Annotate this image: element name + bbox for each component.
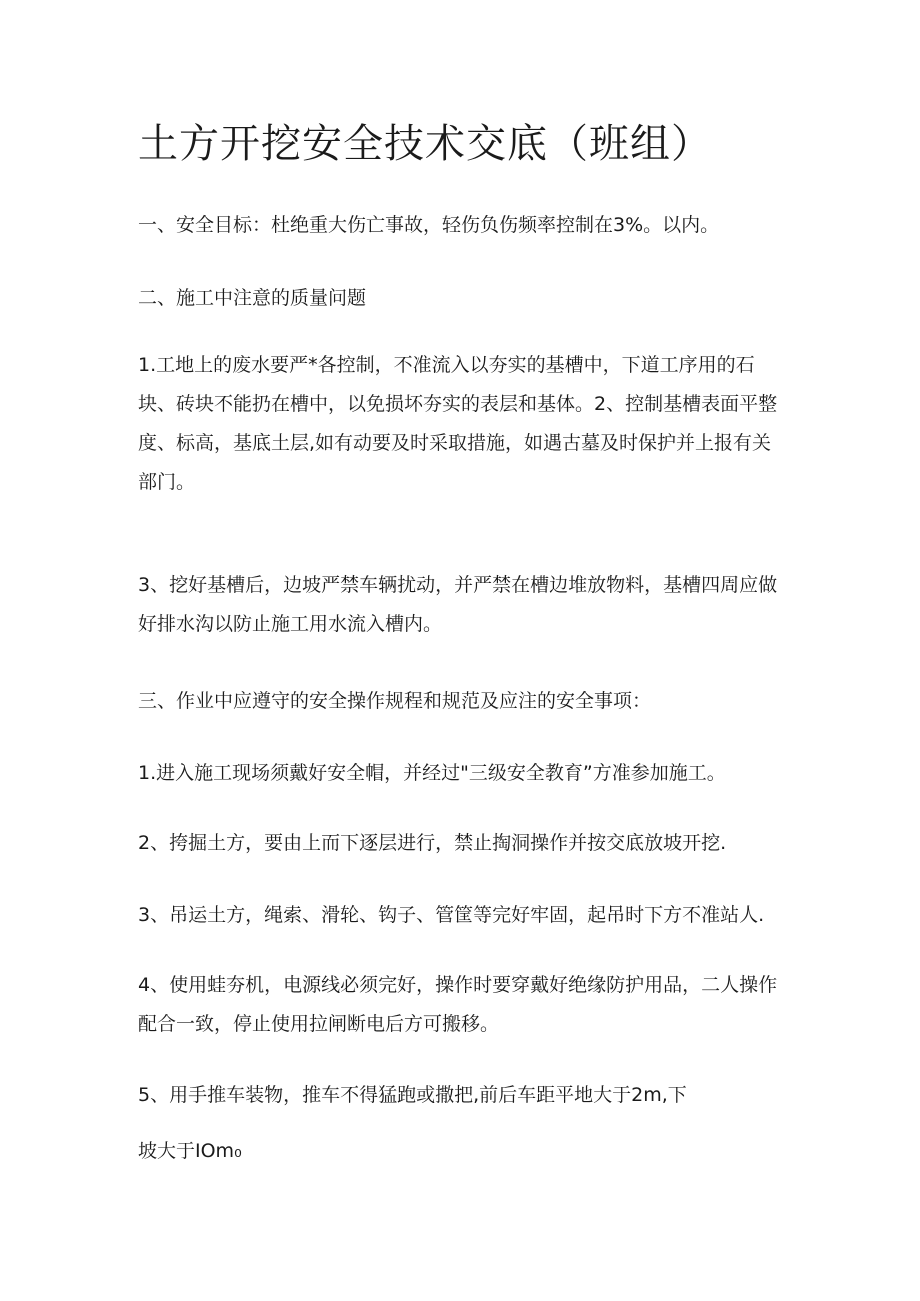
section-safety-goal: 一、安全目标：杜绝重大伤亡事故，轻伤负伤频率控制在3%。以内。: [138, 214, 720, 236]
operation-item-2: 2、挎掘土方，要由上而下逐层进行，禁止掏洞操作并按交底放坡开挖.: [138, 832, 727, 854]
operation-item-1: 1.进入施工现场须戴好安全帽，并经过"三级安全教育”方准参加施工。: [138, 762, 726, 784]
operation-item-5-line-1: 5、用手推车装物，推车不得猛跑或撒把,前后车距平地大于2m,下: [138, 1084, 687, 1106]
operation-item-5-line-2: 坡大于IOm₀: [138, 1140, 242, 1162]
quality-item-1-2: 1.工地上的废水要严*各控制，不准流入以夯实的基槽中，下道工序用的石块、砖块不能扔在槽中，以免损坏夯实的表层和基体。2、控制基槽表面平整度、标高，基底土层,如有动要及时采取措施，如遇古墓及时保护并上报有关部门。: [138, 354, 778, 493]
operation-item-4: 4、使用蛙夯机，电源线必须完好，操作时要穿戴好绝缘防护用品，二人操作配合一致，停止使用拉闸断电后方可搬移。: [138, 974, 778, 1035]
document-title: 土方开挖安全技术交底（班组）: [138, 121, 712, 167]
section-operations-heading: 三、作业中应遵守的安全操作规程和规范及应注的安全事项：: [138, 690, 652, 712]
quality-item-3: 3、挖好基槽后，边坡严禁车辆扰动，并严禁在槽边堆放物料，基槽四周应做好排水沟以防止施工用水流入槽内。: [138, 574, 778, 635]
section-quality-heading: 二、施工中注意的质量问题: [138, 287, 367, 309]
operation-item-3: 3、吊运土方，绳索、滑轮、钩子、管筐等完好牢固，起吊时下方不准站人.: [138, 904, 765, 926]
